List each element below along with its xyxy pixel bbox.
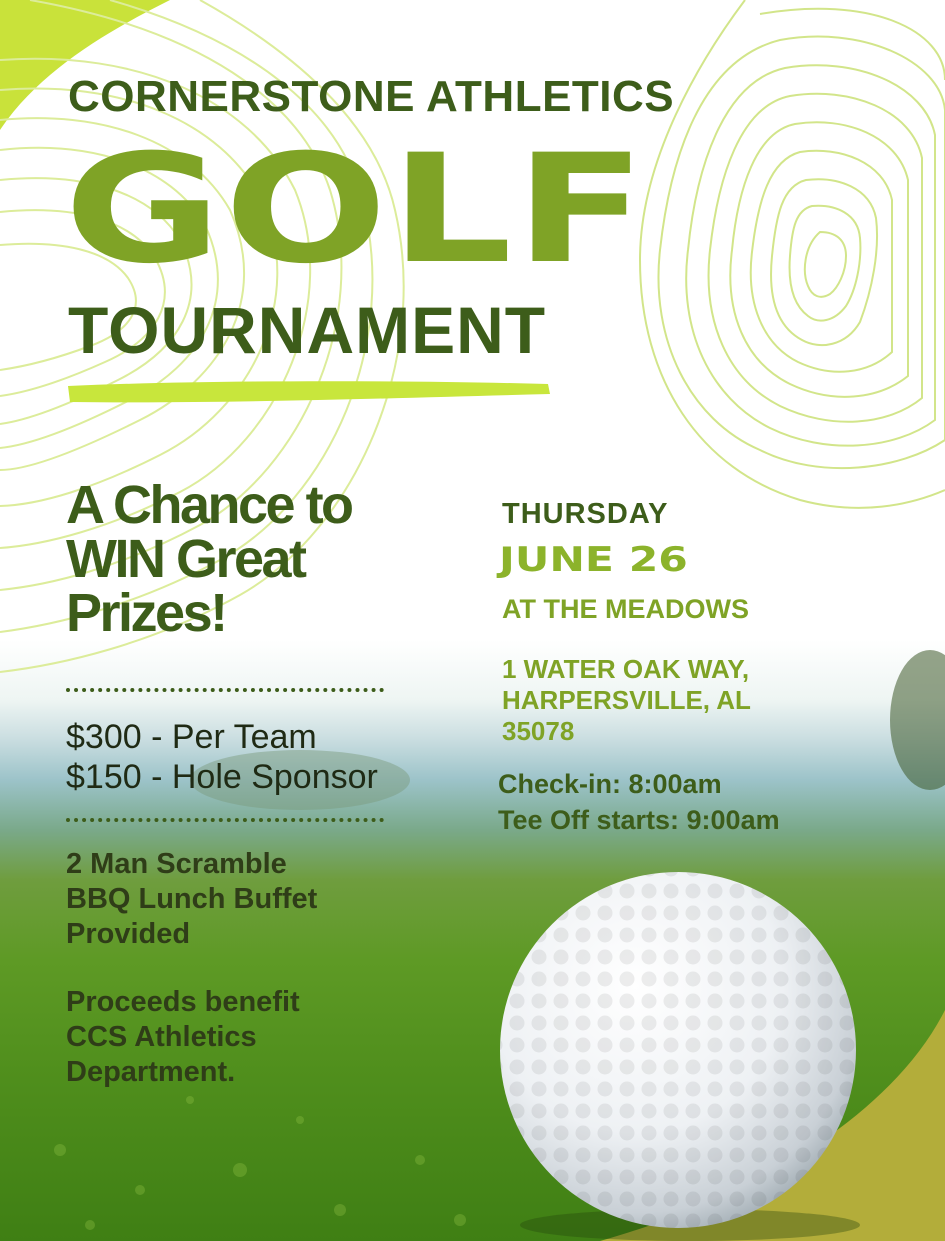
feature-line: BBQ Lunch Buffet — [66, 883, 318, 915]
address-line: 35078 — [502, 716, 575, 746]
golf-ball-dimples — [500, 872, 856, 1228]
prize-headline-line: A Chance to — [66, 475, 352, 535]
dotted-divider — [66, 688, 384, 692]
proceeds-note — [66, 985, 300, 1090]
dotted-divider — [66, 818, 384, 822]
feature-line: Provided — [66, 918, 191, 950]
proceeds-line: Department. — [66, 1056, 236, 1088]
contour-lines-right — [640, 0, 945, 508]
event-day: THURSDAY — [502, 498, 669, 530]
address-line: HARPERSVILLE, AL — [502, 685, 751, 715]
prize-headline — [66, 475, 446, 643]
venue-address — [502, 654, 751, 747]
price-line-sponsor: $150 - Hole Sponsor — [66, 758, 378, 796]
features-list — [66, 847, 317, 952]
tee-off-time: Tee Off starts: 9:00am — [498, 805, 780, 835]
grass-texture — [54, 1096, 466, 1230]
event-venue: AT THE MEADOWS — [502, 594, 749, 624]
brush-underline — [68, 381, 550, 402]
checkin-time: Check-in: 8:00am — [498, 769, 722, 799]
proceeds-line: Proceeds benefit — [66, 986, 300, 1018]
event-date: JUNE 26 — [499, 540, 688, 580]
proceeds-line: CCS Athletics — [66, 1021, 257, 1053]
organization-title: CORNERSTONE ATHLETICS — [68, 72, 675, 121]
event-schedule — [498, 766, 780, 838]
price-line-team: $300 - Per Team — [66, 718, 317, 756]
prize-headline-line: Prizes! — [66, 583, 226, 643]
prize-headline-line: WIN Great — [66, 529, 305, 589]
pricing-list — [66, 717, 378, 797]
tree-silhouette-right — [890, 650, 945, 790]
event-title-tournament: TOURNAMENT — [68, 293, 547, 367]
address-line: 1 WATER OAK WAY, — [502, 654, 750, 684]
event-title-golf: GOLF — [64, 123, 649, 297]
feature-line: 2 Man Scramble — [66, 848, 287, 880]
